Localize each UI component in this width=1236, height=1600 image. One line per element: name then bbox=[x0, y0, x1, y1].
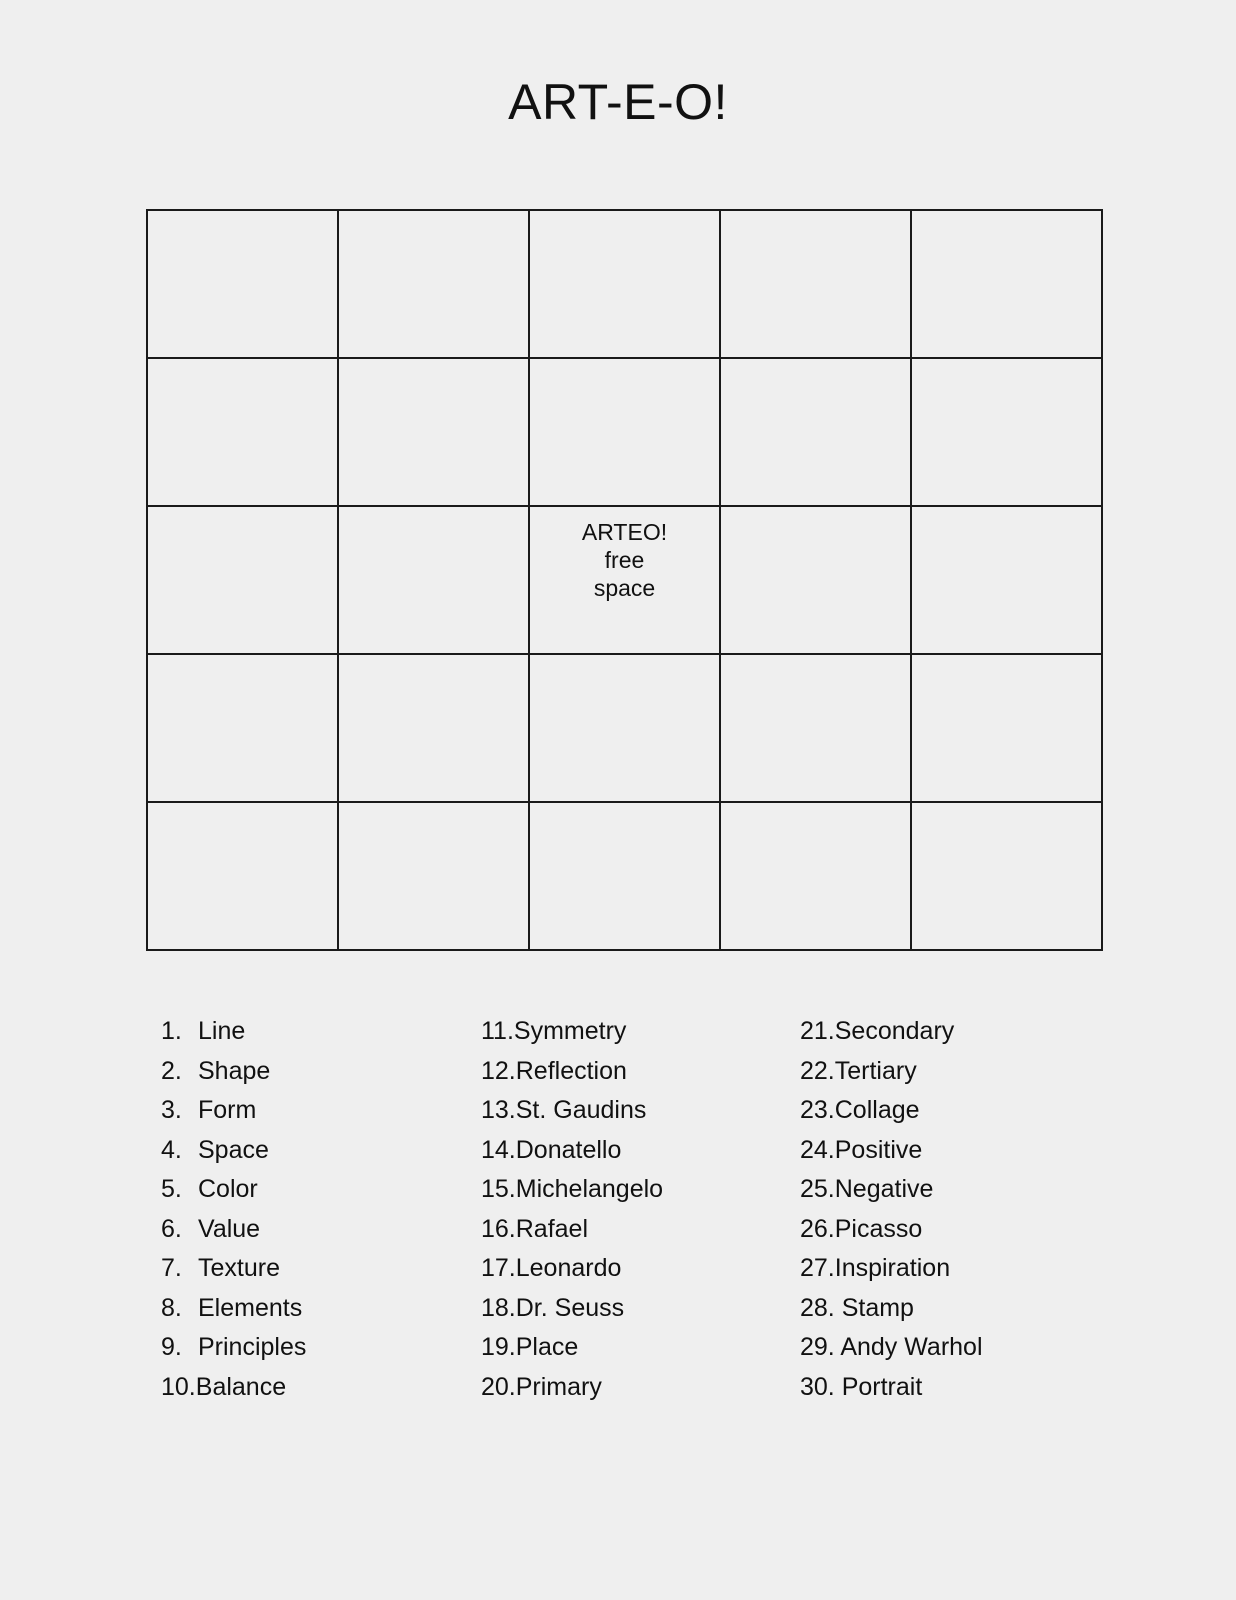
list-item bbox=[161, 1052, 306, 1092]
free-space-line: ARTEO! bbox=[581, 519, 668, 545]
list-item: 20.Primary bbox=[481, 1372, 602, 1401]
list-item: 23.Collage bbox=[800, 1096, 920, 1124]
list-item: 12.Reflection bbox=[481, 1056, 627, 1085]
list-item bbox=[161, 1249, 306, 1289]
list-item bbox=[161, 1012, 306, 1052]
list-number: 1. bbox=[161, 1017, 182, 1045]
list-item bbox=[161, 1210, 306, 1250]
list-item bbox=[161, 1131, 306, 1171]
list-number: 8. bbox=[161, 1293, 182, 1322]
list-item: 30. Portrait bbox=[800, 1372, 923, 1401]
board-cell bbox=[911, 654, 1102, 802]
board-cell bbox=[529, 210, 720, 358]
board-row bbox=[147, 358, 1102, 506]
list-item: 14.Donatello bbox=[481, 1135, 622, 1164]
free-space-line: space bbox=[593, 575, 656, 601]
board-row bbox=[147, 654, 1102, 802]
list-word: Form bbox=[198, 1096, 257, 1124]
board-cell bbox=[720, 358, 911, 506]
list-word: Balance bbox=[195, 1372, 287, 1401]
board-cell bbox=[720, 210, 911, 358]
list-item: 25.Negative bbox=[800, 1175, 934, 1203]
board-cell bbox=[529, 802, 720, 950]
list-item: 17.Leonardo bbox=[481, 1254, 622, 1282]
list-item: 27.Inspiration bbox=[800, 1254, 951, 1282]
list-item: 21.Secondary bbox=[800, 1017, 955, 1045]
list-word: Value bbox=[198, 1214, 261, 1243]
list-word: Texture bbox=[198, 1254, 280, 1282]
board-cell bbox=[147, 654, 338, 802]
board-row bbox=[147, 802, 1102, 950]
list-word: Elements bbox=[198, 1293, 303, 1322]
board-cell bbox=[338, 210, 529, 358]
list-item: 16.Rafael bbox=[481, 1214, 589, 1243]
list-item bbox=[161, 1170, 306, 1210]
list-number: 10. bbox=[161, 1372, 196, 1401]
list-item: 28. Stamp bbox=[800, 1293, 914, 1322]
board-cell bbox=[529, 654, 720, 802]
board-cell bbox=[147, 802, 338, 950]
board-cell bbox=[720, 506, 911, 654]
board-cell bbox=[911, 358, 1102, 506]
list-item: 26.Picasso bbox=[800, 1214, 923, 1243]
list-word: Space bbox=[198, 1135, 269, 1164]
board-row bbox=[147, 506, 1102, 654]
list-number: 3. bbox=[161, 1096, 182, 1124]
list-number: 6. bbox=[161, 1214, 182, 1243]
board-cell bbox=[147, 506, 338, 654]
board-cell bbox=[338, 506, 529, 654]
list-item: 24.Positive bbox=[800, 1135, 923, 1164]
list-item: 13.St. Gaudins bbox=[481, 1096, 647, 1124]
bingo-board bbox=[146, 209, 1103, 951]
board-cell bbox=[529, 358, 720, 506]
board-cell bbox=[911, 506, 1102, 654]
list-item: 11.Symmetry bbox=[481, 1017, 627, 1045]
board-cell bbox=[911, 210, 1102, 358]
list-item: 15.Michelangelo bbox=[481, 1175, 664, 1203]
board-cell bbox=[911, 802, 1102, 950]
list-number: 4. bbox=[161, 1135, 182, 1164]
list-item bbox=[161, 1328, 306, 1368]
board-cell bbox=[147, 210, 338, 358]
list-number: 7. bbox=[161, 1254, 182, 1282]
free-space-label bbox=[530, 507, 719, 602]
list-item: 22.Tertiary bbox=[800, 1056, 917, 1085]
board-cell bbox=[720, 654, 911, 802]
list-word: Shape bbox=[198, 1056, 271, 1085]
list-word: Principles bbox=[198, 1333, 307, 1361]
list-word: Line bbox=[198, 1017, 246, 1045]
list-number: 2. bbox=[161, 1056, 182, 1085]
free-space-cell bbox=[529, 506, 720, 654]
list-number: 5. bbox=[161, 1175, 182, 1203]
board-cell bbox=[338, 358, 529, 506]
list-item: 18.Dr. Seuss bbox=[481, 1293, 625, 1322]
board-row bbox=[147, 210, 1102, 358]
word-list-column-3 bbox=[800, 1012, 983, 1407]
word-list-column-2 bbox=[481, 1012, 663, 1407]
board-cell bbox=[338, 802, 529, 950]
page-title: ART-E-O! bbox=[508, 74, 728, 130]
list-item bbox=[161, 1368, 306, 1408]
board-cell bbox=[338, 654, 529, 802]
list-item: 19.Place bbox=[481, 1333, 579, 1361]
board-cell bbox=[720, 802, 911, 950]
board-cell bbox=[147, 358, 338, 506]
list-word: Color bbox=[198, 1175, 258, 1203]
word-list-column-1 bbox=[161, 1012, 306, 1407]
free-space-line: free bbox=[604, 547, 645, 573]
list-item bbox=[161, 1091, 306, 1131]
list-number: 9. bbox=[161, 1333, 182, 1361]
list-item bbox=[161, 1289, 306, 1329]
list-item: 29. Andy Warhol bbox=[800, 1333, 983, 1361]
